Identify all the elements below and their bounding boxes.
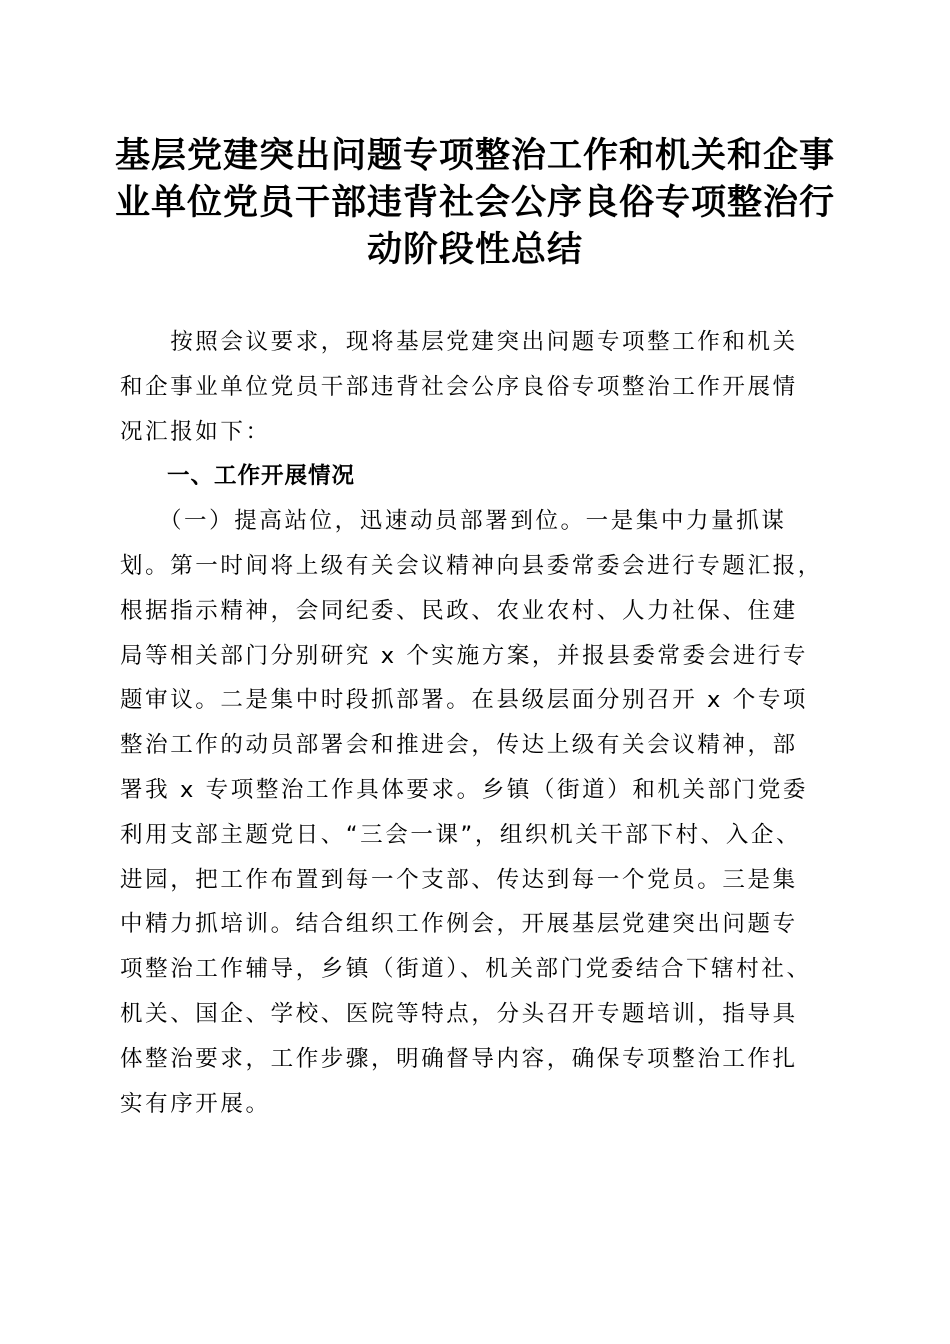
- text-line: 利用支部主题党日、“三会一课”，组织机关干部下村、入企、: [120, 821, 802, 848]
- text-line: 整治工作的动员部署会和推进会，传达上级有关会议精神，部: [120, 732, 798, 759]
- text-line: 题审议。二是集中时段抓部署。在县级层面分别召开 x 个专项: [120, 687, 809, 714]
- text-line: 项整治工作辅导，乡镇（街道）、机关部门党委结合下辖村社、: [120, 956, 812, 983]
- title-line: 基层党建突出问题专项整治工作和机关和企事: [114, 135, 835, 176]
- section-heading: 一、工作开展情况: [120, 463, 356, 490]
- text-line: 和企事业单位党员干部违背社会公序良俗专项整治工作开展情: [120, 373, 798, 400]
- body-paragraph: [120, 499, 840, 1126]
- text-line: 中精力抓培训。结合组织工作例会，开展基层党建突出问题专: [120, 911, 798, 938]
- document-title: [100, 132, 850, 273]
- intro-paragraph: [120, 320, 840, 454]
- document-body: [120, 320, 840, 1126]
- text-line: 况汇报如下：: [120, 418, 271, 445]
- text-line: 按照会议要求，现将基层党建突出问题专项整工作和机关: [120, 329, 798, 355]
- text-line: 署我 x 专项整治工作具体要求。乡镇（街道）和机关部门党委: [120, 776, 809, 803]
- text-line: 局等相关部门分别研究 x 个实施方案，并报县委常委会进行专: [120, 642, 809, 669]
- text-line: （一）提高站位，迅速动员部署到位。一是集中力量抓谋: [120, 508, 787, 535]
- text-line: 进园，把工作布置到每一个支部、传达到每一个党员。三是集: [120, 866, 798, 893]
- text-line: 划。第一时间将上级有关会议精神向县委常委会进行专题汇报，: [120, 552, 823, 579]
- title-line: 动阶段性总结: [366, 229, 583, 270]
- text-line: 机关、国企、学校、医院等特点，分头召开专题培训，指导具: [120, 1000, 798, 1027]
- title-line: 业单位党员干部违背社会公序良俗专项整治行: [114, 182, 835, 223]
- text-line: 实有序开展。: [120, 1090, 271, 1117]
- text-line: 根据指示精神，会同纪委、民政、农业农村、人力社保、住建: [120, 597, 798, 624]
- text-line: 体整治要求，工作步骤，明确督导内容，确保专项整治工作扎: [120, 1045, 798, 1072]
